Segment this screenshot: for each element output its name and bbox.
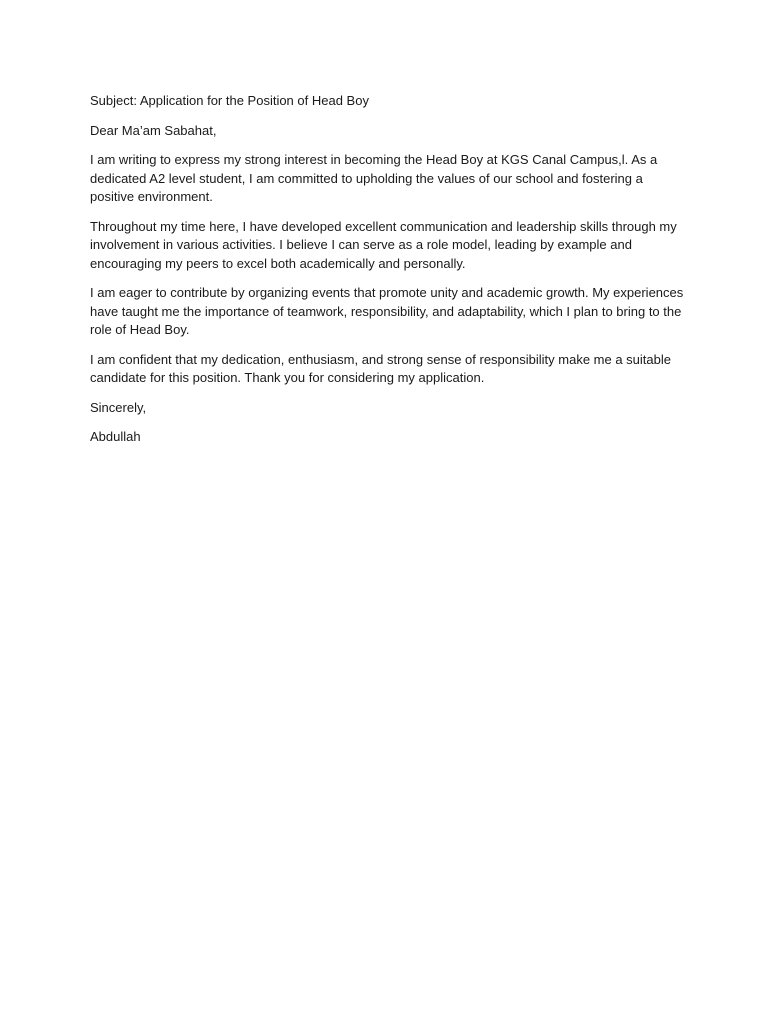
letter-salutation: Dear Ma’am Sabahat, bbox=[90, 122, 217, 138]
letter-signature-name: Abdullah bbox=[90, 429, 141, 444]
letter-paragraph-contribution: I am eager to contribute by organizing events that promote unity and academic growth. My experiences have taught me the importance of teamwork, responsibility, and adaptability, which I plan to bring to the role of Head Boy. bbox=[90, 285, 684, 337]
letter-paragraph-skills: Throughout my time here, I have developed excellent communication and leadership skills through my involvement in various activities. I believe I can serve as a role model, leading by example and encouraging my peers to excel both academically and personally. bbox=[90, 218, 677, 271]
letter-paragraph-conclusion: I am confident that my dedication, enthusiasm, and strong sense of responsibility make me a suitable candidate for this position. Thank you for considering my application. bbox=[90, 351, 671, 385]
letter-subject: Subject: Application for the Position of Head Boy bbox=[90, 93, 369, 108]
letter-closing: Sincerely, bbox=[90, 399, 147, 415]
letter-body bbox=[90, 92, 690, 458]
letter-paragraph-intro: I am writing to express my strong interest in becoming the Head Boy at KGS Canal Campus,l. As a dedicated A2 level student, I am committed to upholding the values of our school and fostering a positive environment. bbox=[90, 152, 658, 204]
